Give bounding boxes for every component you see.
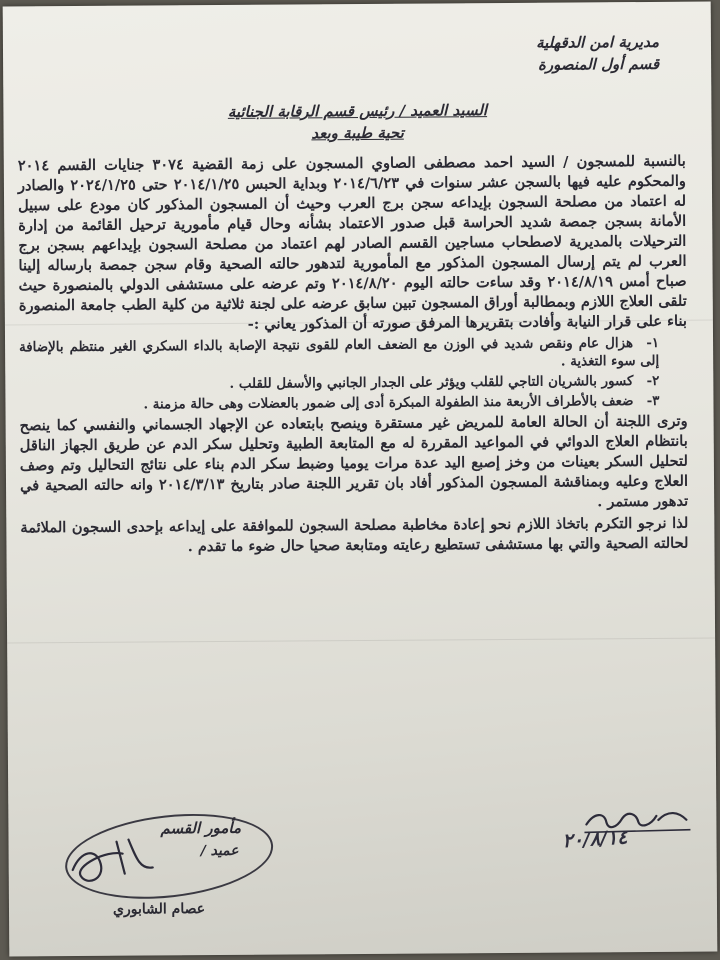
condition-number: ٣-: [646, 392, 660, 409]
greeting-line: تحية طيبة وبعد: [311, 123, 404, 143]
office-line-directorate: مديرية امن الدقهلية: [536, 32, 660, 52]
signature-rank: عميد /: [200, 842, 239, 860]
addressee-line: السيد العميد / رئيس قسم الرقابة الجنائية: [227, 101, 488, 121]
condition-text: ضعف بالأطراف الأربعة منذ الطفولة المبكرة أدى إلى ضمور بالعضلات وهى حالة مزمنة .: [143, 393, 634, 413]
body-paragraph-2: وترى اللجنة أن الحالة العامة للمريض غير مستقرة وينصح بابتعاده عن الإجهاد الجسماني والنفسي كما ينصح بانتظام العلاج الدوائي في المواعيد المقررة له مع المتابعة الطبية وتحليل سكر الدم عن طريق الجهاز الناقل لتحليل السكر بعينات من وخز إصبع اليد عدة مرات يوميا وضبط سكر الدم بناء على نتائج التحاليل وتم وصف العلاج وعليه وبمناقشة المسجون المذكور أفاد بان تقرير اللجنة صادر بتاريخ ٢٠١٤/٣/١٣ وانه حالته الصحية في تدهور مستمر .: [19, 412, 689, 511]
condition-number: ٢-: [646, 372, 660, 389]
condition-item: [19, 372, 659, 394]
signature-block: [52, 805, 283, 927]
letter-content: [3, 2, 718, 957]
handwritten-date: ٢٠/٨/١٤: [561, 826, 629, 853]
condition-item: [19, 334, 659, 374]
condition-number: ١-: [646, 334, 660, 351]
signature-title: مأمور القسم: [160, 818, 242, 838]
letter-body: [18, 152, 689, 559]
body-paragraph-3: لذا نرجو التكرم باتخاذ اللازم نحو إعادة مخاطبة مصلحة السجون للموافقة على إيداعه بإحدى السجون الملائمة لحالته الصحية والتي بها مستشفى تستطيع رعايته ومتابعة صحيا حال ضوء ما تقدم .: [20, 514, 689, 556]
conditions-list: [19, 334, 660, 414]
condition-text: هزال عام ونقص شديد في الوزن مع الضعف العام للقوى نتيجة الإصابة بالداء السكري الغير منتظم بالإضافة إلى سوء التغذية .: [19, 335, 660, 370]
condition-item: [19, 392, 659, 414]
condition-text: كسور بالشريان التاجي للقلب ويؤثر على الجدار الجانبي والأسفل للقلب .: [229, 373, 634, 392]
handwritten-signature-icon: [66, 829, 156, 900]
office-line-department: قسم أول المنصورة: [537, 54, 660, 74]
signature-name: عصام الشابوري: [112, 901, 206, 918]
document-page: [3, 2, 718, 957]
body-paragraph-1: بالنسبة للمسجون / السيد احمد مصطفى الصاوي المسجون على زمة القضية ٣٠٧٤ جنايات القسم ٢٠١٤ والمحكوم عليه فيها بالسجن عشر سنوات في ٢٠١٤/٦/٢٣ وبداية الحبس ٢٠١٤/١/٢٥ حتى ٢٠٢٤/١/٢٥ والصادر له اعتماد من مصلحة السجون بإيداعه سجن برج العرب وحيث أن المسجون المذكور كان مودع على سبيل الأمانة بسجن جمصة شديد الحراسة قبل صدور الاعتماد بشأنه وحال قيام مأمورية ترحيل القائمة من إدارة الترحيلات بالمديرية لاصطحاب مساجين القسم الصادر لهم اعتماد من مصلحة السجون بإيداعهم بسجن برج العرب لم يتم إرسال المسجون المذكور مع المأمورية لتدهور حالته الصحية وقام سجن جمصة بارساله إلينا صباح أمس ٢٠١٤/٨/١٩ وقد ساءت حالته اليوم ٢٠١٤/٨/٢٠ وتم عرضه على مستشفى الدولي بالمنصورة حيث تلقى العلاج اللازم وبمطالبة أوراق المسجون تبين سابق عرضه على لجنة ثلاثية من كلية الطب جامعة المنصورة بناء على قرار النيابة وأفادت بتقريرها المرفق صورته أن المذكور يعاني :-: [17, 152, 687, 333]
